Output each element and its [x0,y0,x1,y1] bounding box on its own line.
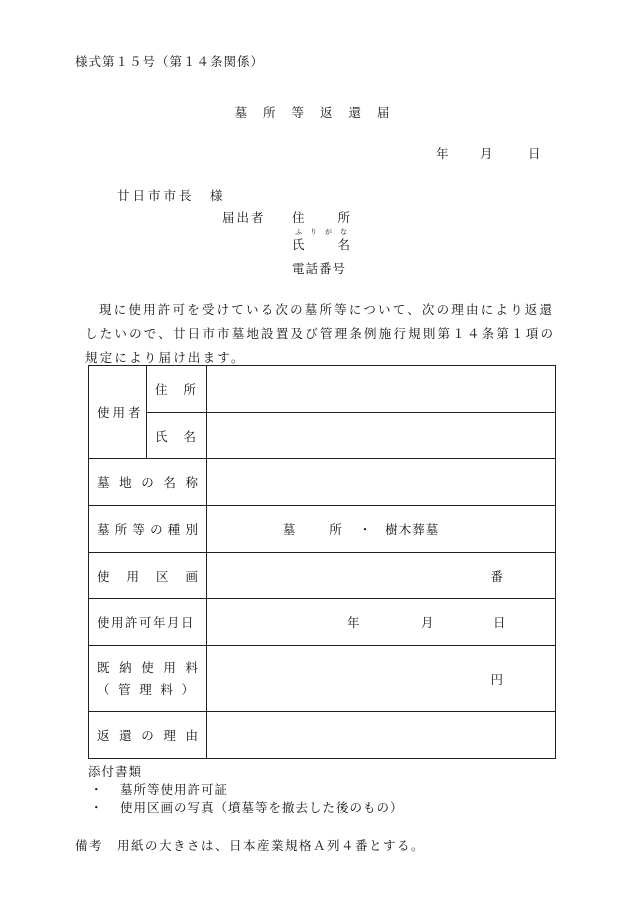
char: 名 [163,475,176,490]
char: （ [97,681,110,697]
fee-label-cell [89,646,207,712]
section-unit-label: 番 [490,568,503,584]
return-reason-field[interactable] [207,712,556,759]
char: 理 [163,728,176,743]
kind-option-tree-burial[interactable]: 樹木葬墓 [385,522,440,537]
bullet: ・ [90,782,104,797]
char: 料 [160,681,173,697]
date-year-label: 年 [436,146,449,161]
char: ） [181,681,194,697]
attachment-item [90,798,404,816]
return-details-table [88,365,556,759]
char: 由 [185,728,198,743]
permit-day-label: 日 [493,615,506,630]
fee-field[interactable] [207,646,556,712]
char: り [310,228,317,236]
char: 所 [114,522,128,537]
char: ふ [295,228,302,236]
char: の [141,475,154,490]
applicant-address-label [292,208,350,226]
char: 名 [337,237,350,252]
char: 等 [132,522,145,537]
char: 称 [185,475,198,490]
bullet: ・ [90,800,104,815]
cemetery-name-label-cell [89,459,207,506]
plot-kind-label-cell [89,506,207,553]
char: 所 [337,210,350,225]
plot-section-label-cell [89,553,207,599]
char: 区 [155,568,169,584]
char: の [150,522,163,537]
body-line: 現に使用許可を受けている次の墓所等について、次の理由により返還 [99,302,555,317]
char: 用 [126,568,139,584]
char: 用 [163,659,176,675]
char: 氏 [292,237,305,252]
char: 料 [185,659,198,675]
char: 住 [155,382,168,397]
attachment-text: 墓所等使用許可証 [120,782,229,797]
char: 返 [97,728,110,743]
char: 使 [97,568,110,584]
char: 住 [292,210,305,225]
applicant-phone-label: 電話番号 [292,261,347,276]
plot-section-field[interactable] [207,553,556,599]
char: 別 [185,522,198,537]
document-title: 墓 所 等 返 還 届 [234,105,396,120]
cemetery-name-field[interactable] [207,459,556,506]
char: が [325,228,332,236]
kind-option-plot[interactable]: 墓 所 [282,522,345,537]
char: 墓 [97,522,110,537]
form-number: 様式第１５号（第１４条関係） [75,54,265,69]
char: 納 [119,659,132,675]
char: 理 [139,681,152,697]
char: 所 [183,382,196,397]
attachment-text: 使用区画の写真（墳墓等を撤去した後のもの） [120,800,404,815]
user-label: 使用者 [97,405,144,420]
applicant-name-label [292,235,350,253]
attachment-item [90,780,228,798]
char: 氏 [155,428,168,444]
permit-date-label-cell [89,599,207,646]
user-address-label-cell [147,366,207,413]
addressee: 廿日市市長 様 [117,188,226,203]
char: 管 [118,681,131,697]
applicant-label: 届出者 [222,210,266,225]
date-month-label: 月 [480,146,493,161]
char: 画 [185,568,198,584]
char: 還 [119,728,132,743]
fee-unit-label: 円 [490,671,503,687]
char: 名 [183,428,196,444]
char: な [340,228,347,236]
char: の [141,728,154,743]
permit-date-field[interactable] [207,599,556,646]
plot-kind-field[interactable] [207,506,556,553]
char: 使 [141,659,154,675]
char: 種 [167,522,181,537]
permit-date-label: 使用許可年月日 [97,615,196,630]
char: 墓 [97,475,110,490]
user-label-cell [89,366,147,459]
date-day-label: 日 [528,146,541,161]
remarks: 備考 用紙の大きさは、日本産業規格Ａ列４番とする。 [75,838,426,853]
kind-separator: ・ [358,522,372,537]
attachments-title: 添付書類 [88,764,143,779]
body-line: したいので、廿日市市墓地設置及び管理条例施行規則第１４条第１項の [85,326,556,341]
user-name-field[interactable] [207,413,556,459]
user-name-label-cell [147,413,207,459]
return-reason-label-cell [89,712,207,759]
body-line: 規定により届け出ます。 [85,350,246,365]
permit-month-label: 月 [421,615,434,630]
user-address-field[interactable] [207,366,556,413]
char: 地 [119,475,132,490]
char: 既 [97,659,110,675]
permit-year-label: 年 [347,615,360,630]
body-paragraph [85,298,555,370]
